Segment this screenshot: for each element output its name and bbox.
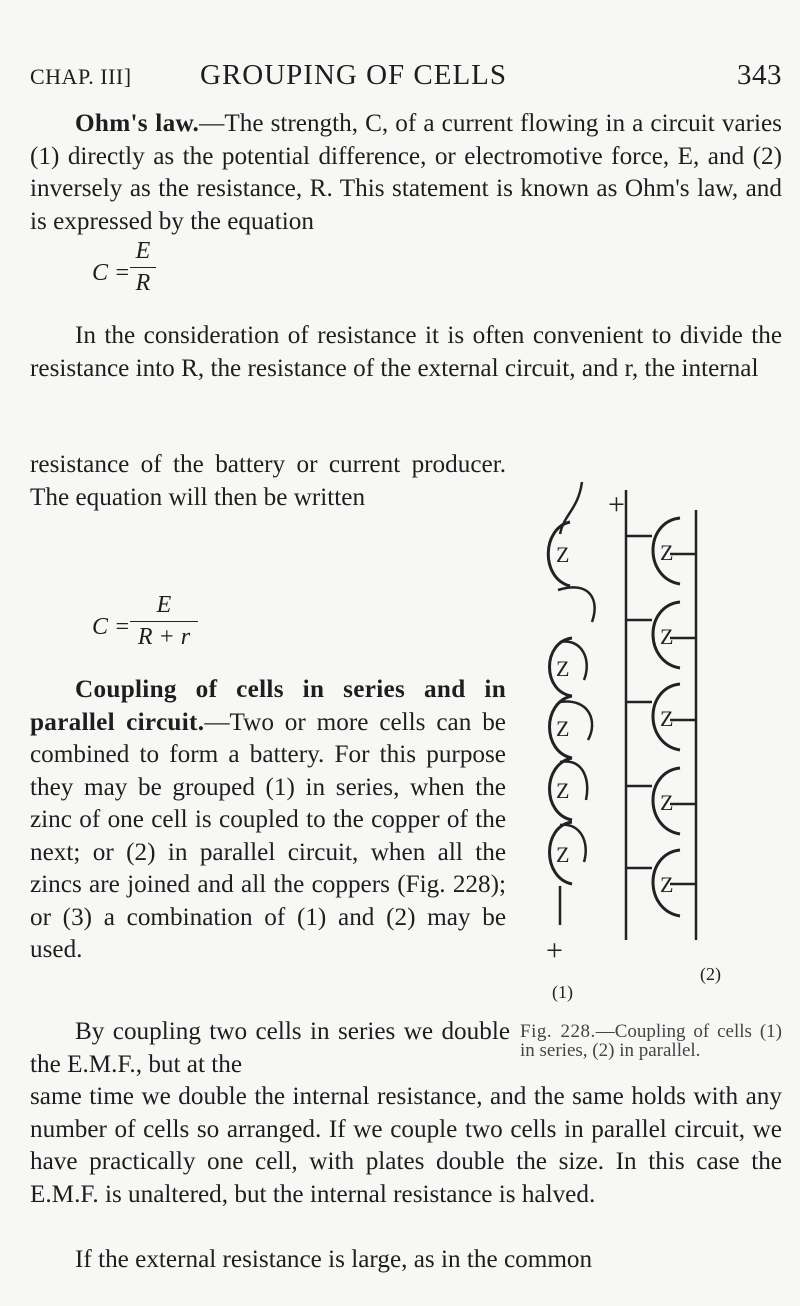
eq1-numerator: E xyxy=(135,238,151,264)
parallel-zinc-4: Z xyxy=(660,790,674,815)
series-label: (1) xyxy=(552,982,573,1002)
coupling-heading: Coupling of cells in series and in parallel circuit. xyxy=(30,676,506,736)
book-page xyxy=(30,0,782,1306)
coupling-paragraph xyxy=(30,674,506,967)
ohms-law-heading: Ohm's law. xyxy=(75,110,200,137)
ohms-law-equation xyxy=(92,238,192,318)
series-plus-top: + xyxy=(608,488,625,521)
series-zinc-4: Z xyxy=(556,778,570,803)
eq1-fraction-bar xyxy=(130,267,156,268)
eq1-lhs: C = xyxy=(92,260,131,286)
series-zinc-3: Z xyxy=(556,716,570,741)
eq2-numerator: E xyxy=(156,592,172,618)
series-plus-bottom: + xyxy=(546,934,563,967)
parallel-zinc-1: Z xyxy=(660,540,674,565)
eq1-fraction xyxy=(130,238,156,297)
figure-caption xyxy=(520,1022,782,1060)
eq2-fraction-bar xyxy=(130,621,198,622)
parallel-zinc-3: Z xyxy=(660,706,674,731)
chapter-label: CHAP. III] xyxy=(30,64,132,89)
series-zinc-5: Z xyxy=(556,842,570,867)
internal-resistance-paragraph: In the consideration of resistance it is often convenient to divide the resistance into R, the resistance of the external circuit, and r, the internal xyxy=(30,322,782,382)
chapter-title: GROUPING OF CELLS xyxy=(200,59,508,91)
parallel-zinc-5: Z xyxy=(660,872,674,897)
parallel-zinc-2: Z xyxy=(660,624,674,649)
fig-228-diagram xyxy=(520,470,782,1010)
parallel-label: (2) xyxy=(700,964,721,984)
ohms-law-paragraph xyxy=(30,108,782,238)
ohms-law-body: —The strength, C, of a current flowing in a circuit varies (1) directly as the potential difference, or electromotive force, E, and (2) inversely as the resistance, R. This statement is known as Ohm's law, and is expressed by the equation xyxy=(30,110,782,235)
series-zinc-1: Z xyxy=(556,542,570,567)
eq1-denominator: R xyxy=(135,270,151,296)
internal-equation xyxy=(92,592,222,672)
figure-caption-label: Fig. 228. xyxy=(520,1021,596,1042)
eq2-denominator: R + r xyxy=(137,624,191,650)
coupling-body: —Two or more cells can be combined to form a battery. For this purpose they may be grouped (1) in series, when the zinc of one cell is coupled to the copper of the next; or (2) in parallel circuit, when all the zincs are joined and all the coppers (Fig. 228); or (3) a combination of (1) and (2) may be used. xyxy=(30,708,506,963)
series-zinc-2: Z xyxy=(556,656,570,681)
page-number: 343 xyxy=(737,59,782,91)
series-paragraph-cont: same time we double the internal resistance, and the same holds with any number of cells so arranged. If we couple two cells in parallel circuit, we have practically one cell, with plates double the size. In this case the E.M.F. is unaltered, but the internal resistance is halved. xyxy=(30,1083,782,1208)
figure-caption-text: —Coupling of cells (1) in series, (2) in parallel. xyxy=(520,1021,782,1061)
series-cells xyxy=(548,522,572,884)
internal-resistance-paragraph-cont: resistance of the battery or current producer. The equation will then be written xyxy=(30,451,506,511)
series-paragraph: By coupling two cells in series we double the E.M.F., but at the xyxy=(30,1018,510,1078)
eq2-lhs: C = xyxy=(92,614,131,640)
eq2-fraction xyxy=(130,592,198,651)
last-paragraph: If the external resistance is large, as in the common xyxy=(75,1246,593,1273)
running-header xyxy=(30,56,782,96)
